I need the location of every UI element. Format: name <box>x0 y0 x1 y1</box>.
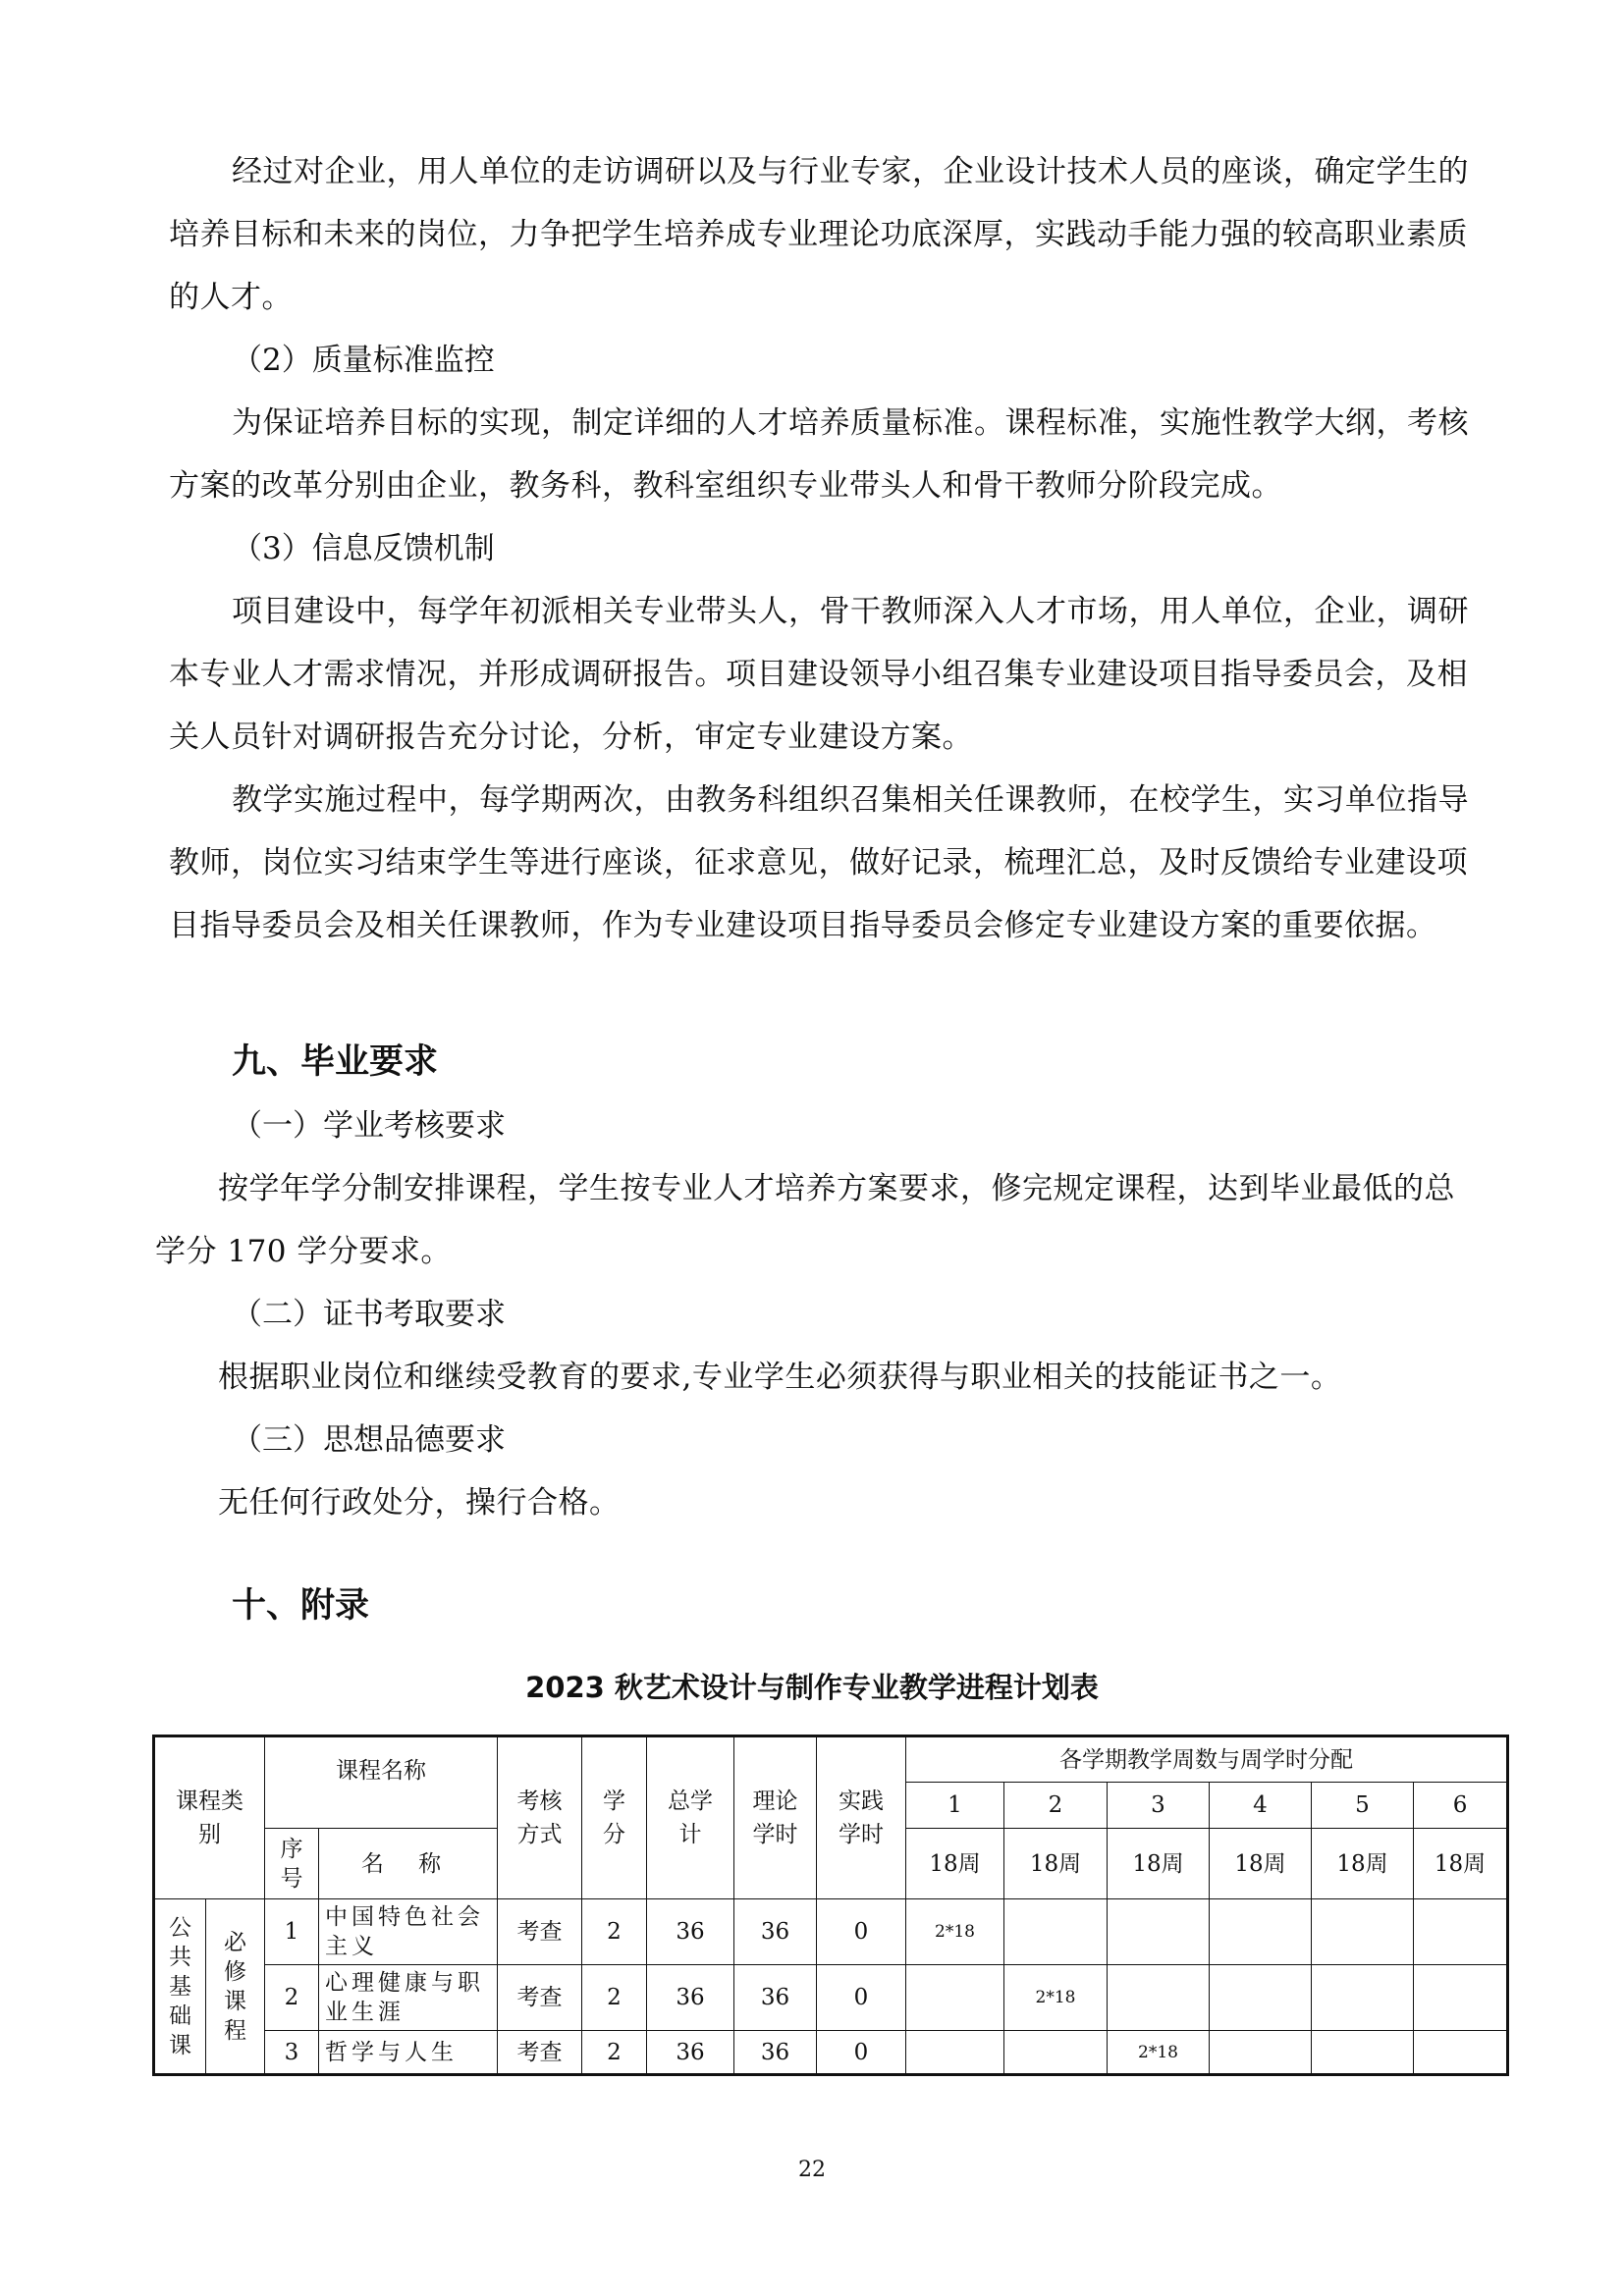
row-assessment: 考查 <box>498 1965 582 2031</box>
row-sem-6 <box>1414 2031 1508 2075</box>
row-assessment: 考查 <box>498 2031 582 2075</box>
row-sem-3 <box>1108 1965 1210 2031</box>
row-sem-1 <box>906 1965 1004 2031</box>
header-semester-2: 2 <box>1004 1783 1108 1829</box>
category-main: 公共基础课 <box>154 1899 206 2075</box>
paragraph-training-goal: 经过对企业，用人单位的走访调研以及与行业专家，企业设计技术人员的座谈，确定学生的培养目标和未来的岗位，力争把学生培养成专业理论功底深厚，实践动手能力强的较高职业素质的人才。 <box>169 154 1469 315</box>
header-category: 课程类别 <box>154 1736 265 1899</box>
row-seq: 1 <box>265 1899 319 1965</box>
table-title: 2023 秋艺术设计与制作专业教学进程计划表 <box>525 1671 1099 1704</box>
row-sem-2 <box>1004 1899 1108 1965</box>
header-weeks-5: 18周 <box>1312 1829 1414 1899</box>
header-semester-group: 各学期教学周数与周学时分配 <box>906 1736 1508 1783</box>
row-sem-2: 2*18 <box>1004 1965 1108 2031</box>
table-row <box>154 2031 1508 2075</box>
header-weeks-4: 18周 <box>1210 1829 1312 1899</box>
paragraph-certificate: 根据职业岗位和继续受教育的要求,专业学生必须获得与职业相关的技能证书之一。 <box>218 1360 1342 1395</box>
header-weeks-3: 18周 <box>1108 1829 1210 1899</box>
row-total: 36 <box>647 1899 734 1965</box>
header-practice-hours: 实践学时 <box>817 1736 906 1899</box>
row-theory: 36 <box>734 1899 817 1965</box>
category-sub: 必修课程 <box>206 1899 265 2075</box>
row-sem-5 <box>1312 1899 1414 1965</box>
row-seq: 2 <box>265 1965 319 2031</box>
header-semester-4: 4 <box>1210 1783 1312 1829</box>
header-name: 名 称 <box>319 1829 498 1899</box>
row-seq: 3 <box>265 2031 319 2075</box>
subheading-quality-standard: （2）质量标准监控 <box>232 343 495 378</box>
row-sem-3 <box>1108 1899 1210 1965</box>
row-practice: 0 <box>817 1965 906 2031</box>
header-total-hours: 总学计 <box>647 1736 734 1899</box>
header-credits: 学分 <box>582 1736 647 1899</box>
paragraph-feedback-2: 教学实施过程中，每学期两次，由教务科组织召集相关任课教师，在校学生，实习单位指导教师，岗位实习结束学生等进行座谈，征求意见，做好记录，梳理汇总，及时反馈给专业建设项目指导委员会及相关任课教师，作为专业建设项目指导委员会修定专业建设方案的重要依据。 <box>169 782 1469 943</box>
row-sem-6 <box>1414 1965 1508 2031</box>
row-sem-6 <box>1414 1899 1508 1965</box>
page-number: 22 <box>798 2158 826 2182</box>
row-sem-4 <box>1210 1899 1312 1965</box>
header-weeks-6: 18周 <box>1414 1829 1508 1899</box>
heading-appendix: 十、附录 <box>232 1586 370 1626</box>
heading-graduation-requirements: 九、毕业要求 <box>232 1042 439 1082</box>
header-theory-hours: 理论学时 <box>734 1736 817 1899</box>
row-sem-5 <box>1312 1965 1414 2031</box>
paragraph-quality-standard: 为保证培养目标的实现，制定详细的人才培养质量标准。课程标准，实施性教学大纲，考核方案的改革分别由企业，教务科，教科室组织专业带头人和骨干教师分阶段完成。 <box>169 405 1469 504</box>
row-sem-4 <box>1210 1965 1312 2031</box>
header-assessment: 考核方式 <box>498 1736 582 1899</box>
row-assessment: 考查 <box>498 1899 582 1965</box>
header-course-name: 课程名称 <box>265 1736 498 1829</box>
header-semester-3: 3 <box>1108 1783 1210 1829</box>
row-total: 36 <box>647 2031 734 2075</box>
subheading-moral: （三）思想品德要求 <box>232 1422 506 1458</box>
row-sem-2 <box>1004 2031 1108 2075</box>
row-credits: 2 <box>582 1965 647 2031</box>
subheading-certificate: （二）证书考取要求 <box>232 1297 506 1332</box>
header-weeks-2: 18周 <box>1004 1829 1108 1899</box>
row-practice: 0 <box>817 1899 906 1965</box>
row-course-name: 中国特色社会主义 <box>319 1899 498 1965</box>
subheading-academic: （一）学业考核要求 <box>232 1108 506 1144</box>
row-theory: 36 <box>734 2031 817 2075</box>
paragraph-feedback-1: 项目建设中，每学年初派相关专业带头人，骨干教师深入人才市场，用人单位，企业，调研本专业人才需求情况，并形成调研报告。项目建设领导小组召集专业建设项目指导委员会，及相关人员针对调研报告充分讨论，分析，审定专业建设方案。 <box>169 594 1469 755</box>
header-semester-6: 6 <box>1414 1783 1508 1829</box>
header-seq: 序号 <box>265 1829 319 1899</box>
row-sem-5 <box>1312 2031 1414 2075</box>
row-sem-4 <box>1210 2031 1312 2075</box>
table-row <box>154 1965 1508 2031</box>
header-semester-1: 1 <box>906 1783 1004 1829</box>
table-row <box>154 1899 1508 1965</box>
row-credits: 2 <box>582 2031 647 2075</box>
paragraph-moral: 无任何行政处分，操行合格。 <box>218 1485 621 1521</box>
row-sem-3: 2*18 <box>1108 2031 1210 2075</box>
row-sem-1 <box>906 2031 1004 2075</box>
row-theory: 36 <box>734 1965 817 2031</box>
paragraph-academic: 按学年学分制安排课程，学生按专业人才培养方案要求，修完规定课程，达到毕业最低的总学分 170 学分要求。 <box>155 1171 1455 1269</box>
row-course-name: 哲学与人生 <box>319 2031 498 2075</box>
row-sem-1: 2*18 <box>906 1899 1004 1965</box>
row-practice: 0 <box>817 2031 906 2075</box>
subheading-feedback: （3）信息反馈机制 <box>232 531 495 566</box>
header-weeks-1: 18周 <box>906 1829 1004 1899</box>
row-course-name: 心理健康与职业生涯 <box>319 1965 498 2031</box>
row-credits: 2 <box>582 1899 647 1965</box>
row-total: 36 <box>647 1965 734 2031</box>
header-semester-5: 5 <box>1312 1783 1414 1829</box>
teaching-plan-table <box>152 1735 1509 2076</box>
